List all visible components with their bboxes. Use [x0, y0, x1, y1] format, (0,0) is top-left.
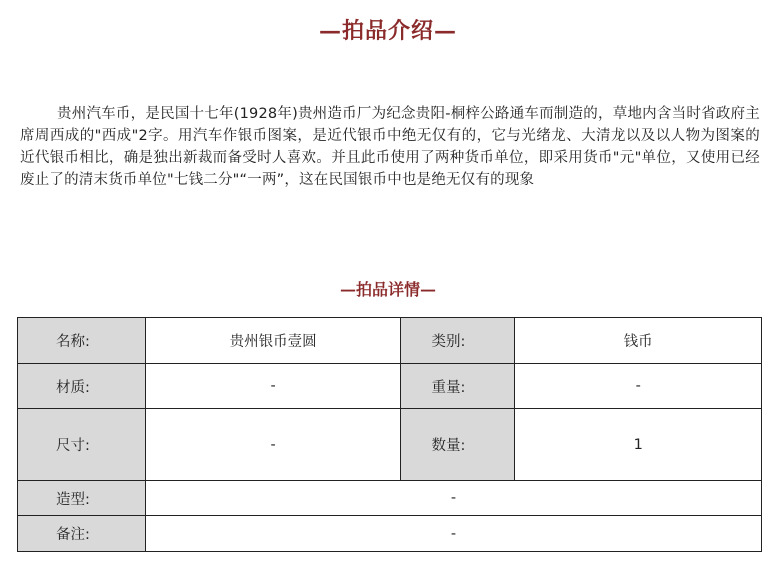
remark-value: -: [145, 516, 761, 552]
shape-label: 造型:: [18, 481, 146, 516]
name-value: 贵州银币壹圆: [145, 318, 401, 364]
table-row: [18, 516, 762, 552]
lot-intro-paragraph: 贵州汽车币，是民国十七年(1928年)贵州造币厂为纪念贵阳-桐梓公路通车而制造的，草地内含当时省政府主席周西成的"西成"2字。用汽车作银币图案，是近代银币中绝无仅有的，它与光绪龙、大清龙以及以人物为图案的近代银币相比，确是独出新裁而备受时人喜欢。并且此币使用了两种货币单位，即采用货币"元"单位，又使用已经废止了的清末货币单位"七钱二分"“一两”，这在民国银币中也是绝无仅有的现象: [20, 106, 760, 188]
material-value: -: [145, 364, 401, 409]
lot-details-table: [17, 317, 762, 552]
shape-value: -: [145, 481, 761, 516]
size-label: 尺寸:: [18, 409, 146, 481]
size-value: -: [145, 409, 401, 481]
weight-value: -: [515, 364, 762, 409]
table-row: [18, 364, 762, 409]
material-label: 材质:: [18, 364, 146, 409]
table-row: [18, 409, 762, 481]
category-label: 类别:: [401, 318, 515, 364]
name-label: 名称:: [18, 318, 146, 364]
section-title-lot-intro: —拍品介绍—: [318, 18, 457, 44]
table-row: [18, 318, 762, 364]
weight-label: 重量:: [401, 364, 515, 409]
quantity-label: 数量:: [401, 409, 515, 481]
section-title-lot-details: —拍品详情—: [339, 280, 436, 299]
table-row: [18, 481, 762, 516]
remark-label: 备注:: [18, 516, 146, 552]
category-value: 钱币: [515, 318, 762, 364]
quantity-value: 1: [515, 409, 762, 481]
